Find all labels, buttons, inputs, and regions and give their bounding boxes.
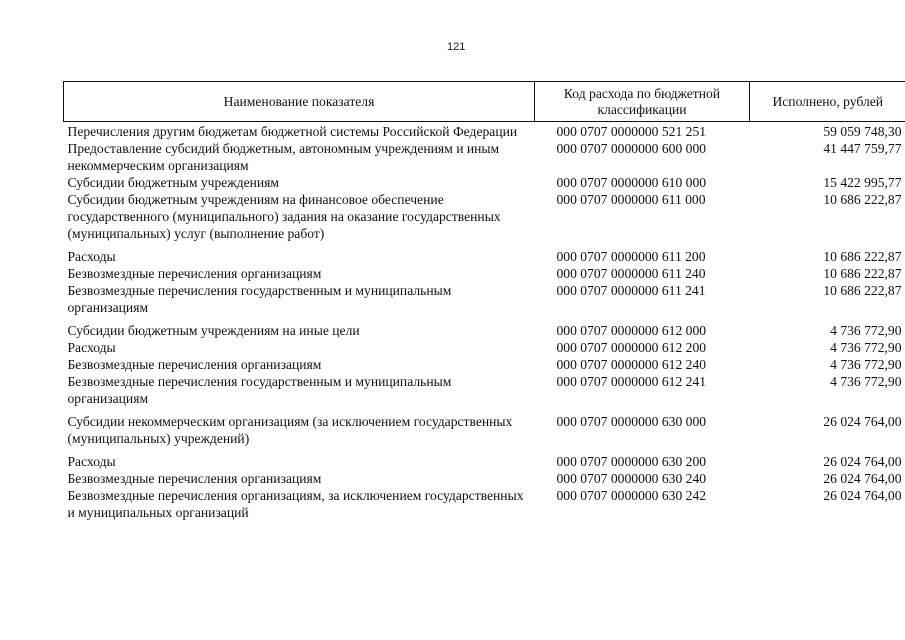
indicator-name-cell: Перечисления другим бюджетам бюджетной системы Российской Федерации (67, 124, 518, 139)
executed-amount-cell: 26 024 764,00 (823, 414, 902, 429)
indicator-name-cell: Безвозмездные перечисления организациям (67, 357, 322, 372)
budget-code-cell: 000 0707 0000000 612 200 (556, 340, 707, 355)
table-row (64, 487, 905, 521)
executed-amount-cell: 4 736 772,90 (830, 323, 902, 338)
table-row (64, 140, 905, 174)
budget-code-cell: 000 0707 0000000 630 000 (556, 414, 707, 429)
budget-code-cell: 000 0707 0000000 611 241 (556, 283, 706, 298)
indicator-name-cell: Субсидии бюджетным учреждениям на финансовое обеспечение государственного (муниципального) задания на оказание государственных (муниципальных) услуг (выполнение работ) (67, 192, 501, 241)
indicator-name-cell: Безвозмездные перечисления организациям, за исключением государственных и муниципальных организаций (67, 488, 524, 520)
header-indicator-name: Наименование показателя (64, 82, 535, 122)
executed-amount-cell: 10 686 222,87 (823, 249, 902, 264)
table-row (64, 470, 905, 487)
budget-code-cell: 000 0707 0000000 611 000 (556, 192, 706, 207)
indicator-name-cell: Субсидии бюджетным учреждениям (67, 175, 280, 190)
budget-code-cell: 000 0707 0000000 600 000 (556, 141, 707, 156)
budget-code-cell: 000 0707 0000000 612 240 (556, 357, 707, 372)
indicator-name-cell: Расходы (67, 454, 116, 469)
budget-code-cell: 000 0707 0000000 521 251 (556, 124, 707, 139)
executed-amount-cell: 10 686 222,87 (823, 192, 902, 207)
budget-code-cell: 000 0707 0000000 610 000 (556, 175, 707, 190)
table-row (64, 453, 905, 470)
table-row (64, 265, 905, 282)
table-row (64, 413, 905, 453)
table-row (64, 174, 905, 191)
indicator-name-cell: Предоставление субсидий бюджетным, автономным учреждениям и иным некоммерческим организациям (67, 141, 500, 173)
table-header (64, 82, 905, 122)
indicator-name-cell: Расходы (67, 249, 116, 264)
header-budget-code: Код расхода по бюджетной классификации (535, 82, 750, 122)
table-row (64, 322, 905, 339)
budget-table (63, 81, 905, 521)
budget-code-cell: 000 0707 0000000 611 240 (556, 266, 706, 281)
indicator-name-cell: Безвозмездные перечисления государственным и муниципальным организациям (67, 374, 452, 406)
budget-code-cell: 000 0707 0000000 630 240 (556, 471, 707, 486)
executed-amount-cell: 4 736 772,90 (830, 340, 902, 355)
budget-code-cell: 000 0707 0000000 630 242 (556, 488, 707, 503)
header-executed-amount: Исполнено, рублей (750, 82, 905, 122)
budget-code-cell: 000 0707 0000000 630 200 (556, 454, 707, 469)
executed-amount-cell: 4 736 772,90 (830, 357, 902, 372)
page-number: 121 (447, 41, 466, 53)
budget-code-cell: 000 0707 0000000 612 241 (556, 374, 707, 389)
executed-amount-cell: 26 024 764,00 (823, 471, 902, 486)
executed-amount-cell: 41 447 759,77 (823, 141, 902, 156)
budget-code-cell: 000 0707 0000000 611 200 (556, 249, 706, 264)
table-row (64, 373, 905, 413)
executed-amount-cell: 15 422 995,77 (823, 175, 902, 190)
indicator-name-cell: Безвозмездные перечисления государственным и муниципальным организациям (67, 283, 452, 315)
executed-amount-cell: 4 736 772,90 (830, 374, 902, 389)
executed-amount-cell: 59 059 748,30 (823, 124, 902, 139)
table-row (64, 248, 905, 265)
indicator-name-cell: Безвозмездные перечисления организациям (67, 266, 322, 281)
table-row (64, 356, 905, 373)
table-body (64, 122, 905, 522)
table-row (64, 122, 905, 141)
budget-code-cell: 000 0707 0000000 612 000 (556, 323, 707, 338)
table-row (64, 191, 905, 248)
executed-amount-cell: 10 686 222,87 (823, 266, 902, 281)
indicator-name-cell: Субсидии некоммерческим организациям (за исключением государственных (муниципальных) учреждений) (67, 414, 513, 446)
executed-amount-cell: 26 024 764,00 (823, 454, 902, 469)
executed-amount-cell: 26 024 764,00 (823, 488, 902, 503)
table-row (64, 282, 905, 322)
indicator-name-cell: Безвозмездные перечисления организациям (67, 471, 322, 486)
indicator-name-cell: Расходы (67, 340, 116, 355)
executed-amount-cell: 10 686 222,87 (823, 283, 902, 298)
table-row (64, 339, 905, 356)
indicator-name-cell: Субсидии бюджетным учреждениям на иные цели (67, 323, 360, 338)
